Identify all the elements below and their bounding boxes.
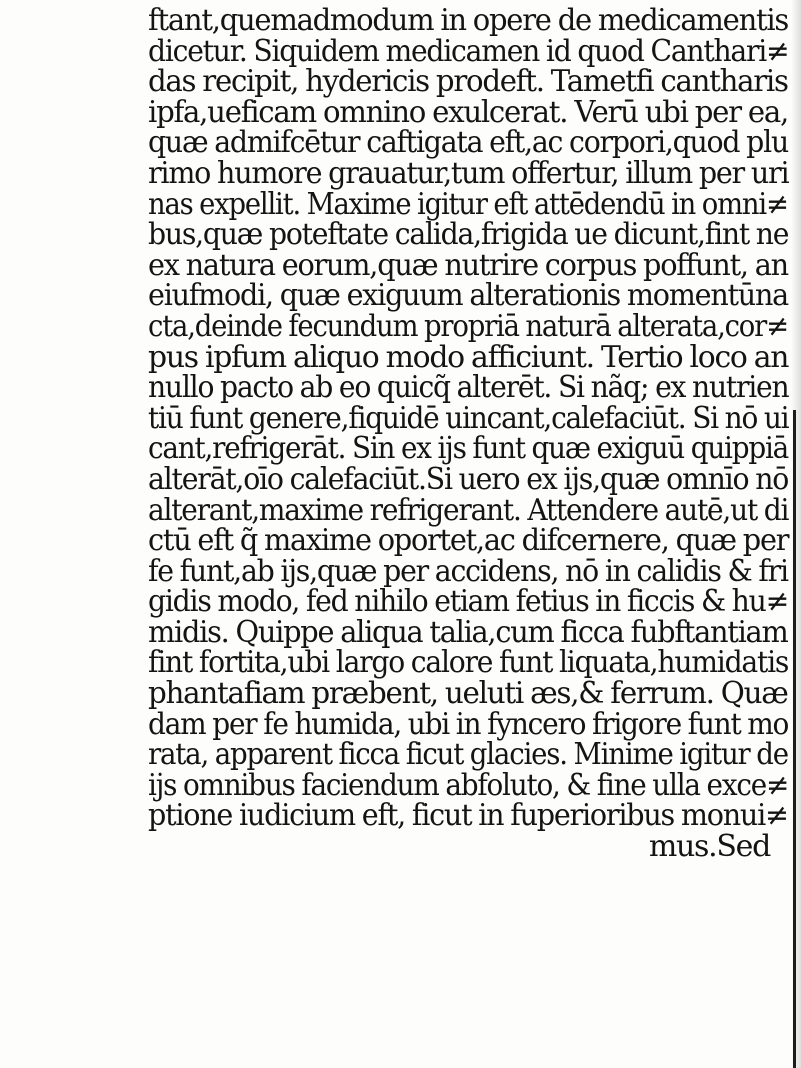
text-line: fint fortita,ubi largo calore funt liquata,humidatis	[148, 645, 789, 681]
text-line: cant,refrigerāt. Sin ex ijs funt quæ exiguū quippiā	[148, 431, 789, 467]
text-line: cta,deinde fecundum propriā naturā alterata,cor≠	[148, 308, 788, 344]
text-line: pus ipfum aliquo modo afficiunt. Tertio loco an	[148, 339, 789, 375]
text-line: alterāt,oīo calefaciūt.Si uero ex ijs,quæ omnīo nō	[148, 461, 789, 497]
text-line: rimo humore grauatur,tum offertur, illum per uri	[148, 155, 789, 191]
text-line: fe funt,ab ijs,quæ per accidens, nō in calidis & fri	[148, 553, 788, 589]
text-line: midis. Quippe aliqua talia,cum ficca fubftantiam	[148, 614, 788, 650]
text-line: dam per fe humida, ubi in fyncero frigore funt mo	[148, 706, 789, 742]
text-line: ctū eft q̃ maxime oportet,ac difcernere, quæ per	[148, 523, 789, 559]
text-line: dicetur. Siquidem medicamen id quod Canthari≠	[148, 33, 789, 69]
text-line: ex natura eorum,quæ nutrire corpus poffunt, an	[148, 247, 788, 283]
text-line: tiū funt genere,fiquidē uincant,calefaciūt. Si nō ui	[148, 400, 789, 436]
catchword: mus.Sed	[648, 829, 770, 865]
text-line: alterant,maxime refrigerant. Attendere autē,ut di	[148, 492, 789, 528]
text-line: nas expellit. Maxime igitur eft attēdendū in omni≠	[148, 186, 788, 222]
text-line: ptione iudicium eft, ficut in fuperioribus monui≠	[148, 798, 788, 834]
latin-text-block	[148, 3, 789, 865]
text-line: das recipit, hydericis prodeft. Tametfi cantharis	[148, 64, 788, 100]
text-line: ftant,quemadmodum in opere de medicamentis	[148, 3, 789, 38]
text-line: ipfa,ueficam omnino exulcerat. Verū ubi per ea,	[148, 94, 789, 130]
text-line: rata, apparent ficca ficut glacies. Minime igitur de	[148, 737, 788, 773]
text-line: eiufmodi, quæ exiguum alterationis momentūna	[148, 278, 789, 314]
text-line: quæ admifcētur caftigata eft,ac corpori,quod plu	[148, 125, 788, 161]
text-line: nullo pacto ab eo quicq̃ alterēt. Si nãq; ex nutrien	[148, 370, 789, 406]
text-line: phantafiam præbent, ueluti æs,& ferrum. Quæ	[148, 676, 788, 712]
text-line: bus,quæ poteftate calida,frigida ue dicunt,fint ne	[148, 217, 789, 253]
page-edge-line	[793, 410, 796, 1068]
text-line: gidis modo, fed nihilo etiam fetius in ficcis & hu≠	[148, 584, 789, 620]
text-line: ijs omnibus faciendum abfoluto, & fine ulla exce≠	[148, 767, 789, 803]
